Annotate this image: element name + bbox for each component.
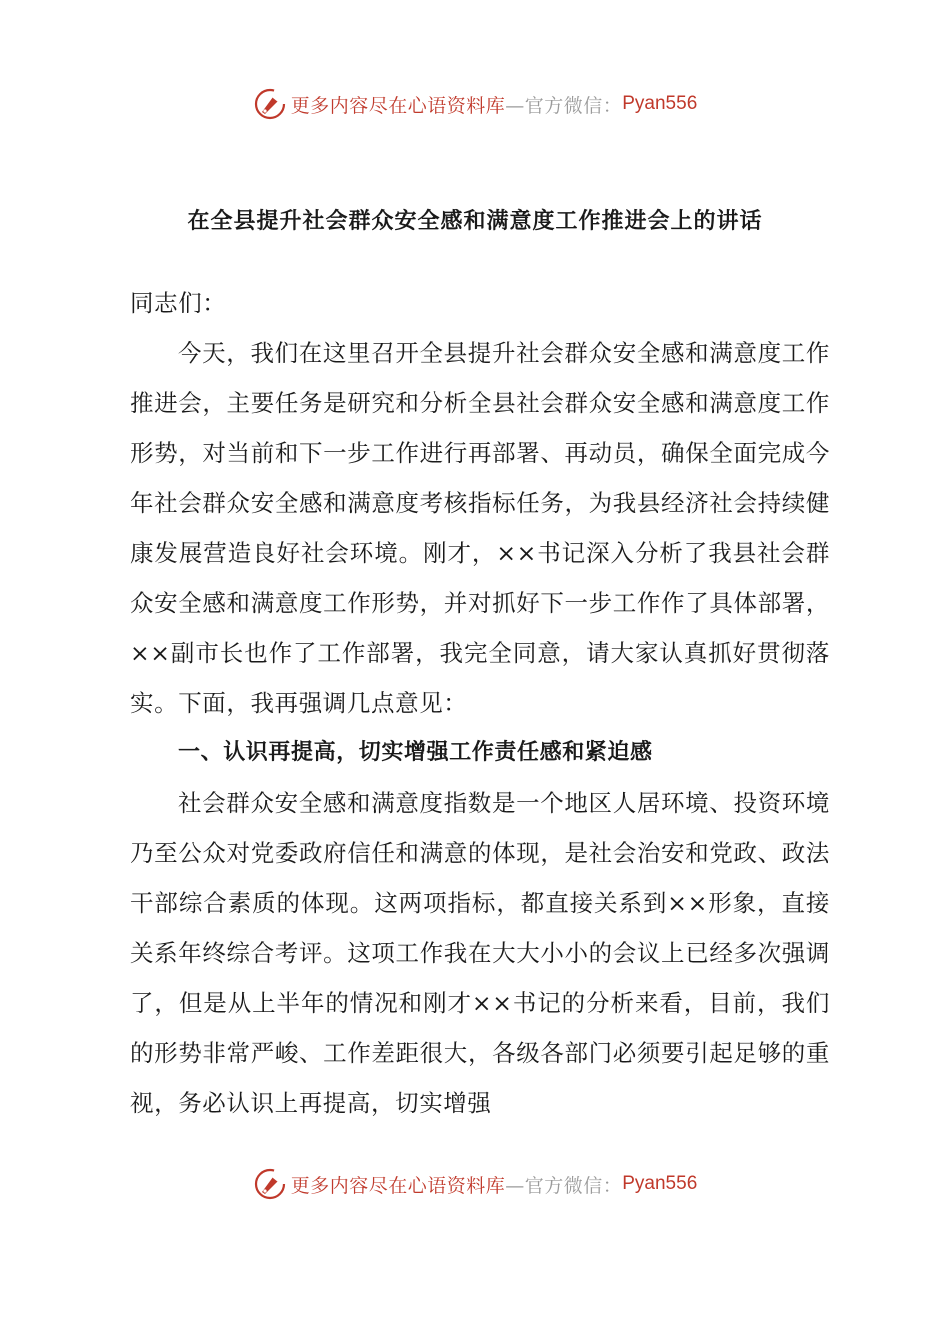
watermark-banner-top xyxy=(0,84,950,124)
watermark-banner-bottom xyxy=(0,1164,950,1204)
pen-nib-icon xyxy=(253,87,287,121)
watermark-account: Pyan556 xyxy=(622,93,698,114)
paragraph: 今天，我们在这里召开全县提升社会群众安全感和满意度工作推进会，主要任务是研究和分析全县社会群众安全感和满意度工作形势，对当前和下一步工作进行再部署、再动员，确保全面完成今年社会群众安全感和满意度考核指标任务，为我县经济社会持续健康发展营造良好社会环境。刚才，××书记深入分析了我县社会群众安全感和满意度工作形势，并对抓好下一步工作作了具体部署，××副市长也作了工作部署，我完全同意，请大家认真抓好贯彻落实。下面，我再强调几点意见： xyxy=(130,339,830,717)
paragraph: 社会群众安全感和满意度指数是一个地区人居环境、投资环境乃至公众对党委政府信任和满意的体现，是社会治安和党政、政法干部综合素质的体现。这两项指标，都直接关系到××形象，直接关系年终综合考评。这项工作我在大大小小的会议上已经多次强调了，但是从上半年的情况和刚才××书记的分析来看，目前，我们的形势非常严峻、工作差距很大，各级各部门必须要引起足够的重视，务必认识上再提高，切实增强 xyxy=(130,789,830,1117)
watermark-account: Pyan556 xyxy=(622,1173,698,1194)
document-body xyxy=(130,278,830,1128)
document-title: 在全县提升社会群众安全感和满意度工作推进会上的讲话 xyxy=(187,209,763,234)
salutation: 同志们： xyxy=(130,289,227,317)
watermark-text: 更多内容尽在心语资料库 xyxy=(290,1174,506,1197)
section-heading: 一、认识再提高，切实增强工作责任感和紧迫感 xyxy=(178,740,653,765)
pen-nib-icon xyxy=(253,1167,287,1201)
watermark-wechat-label: —官方微信： xyxy=(505,94,623,117)
watermark-text: 更多内容尽在心语资料库 xyxy=(290,94,506,117)
watermark-wechat-label: —官方微信： xyxy=(505,1174,623,1197)
